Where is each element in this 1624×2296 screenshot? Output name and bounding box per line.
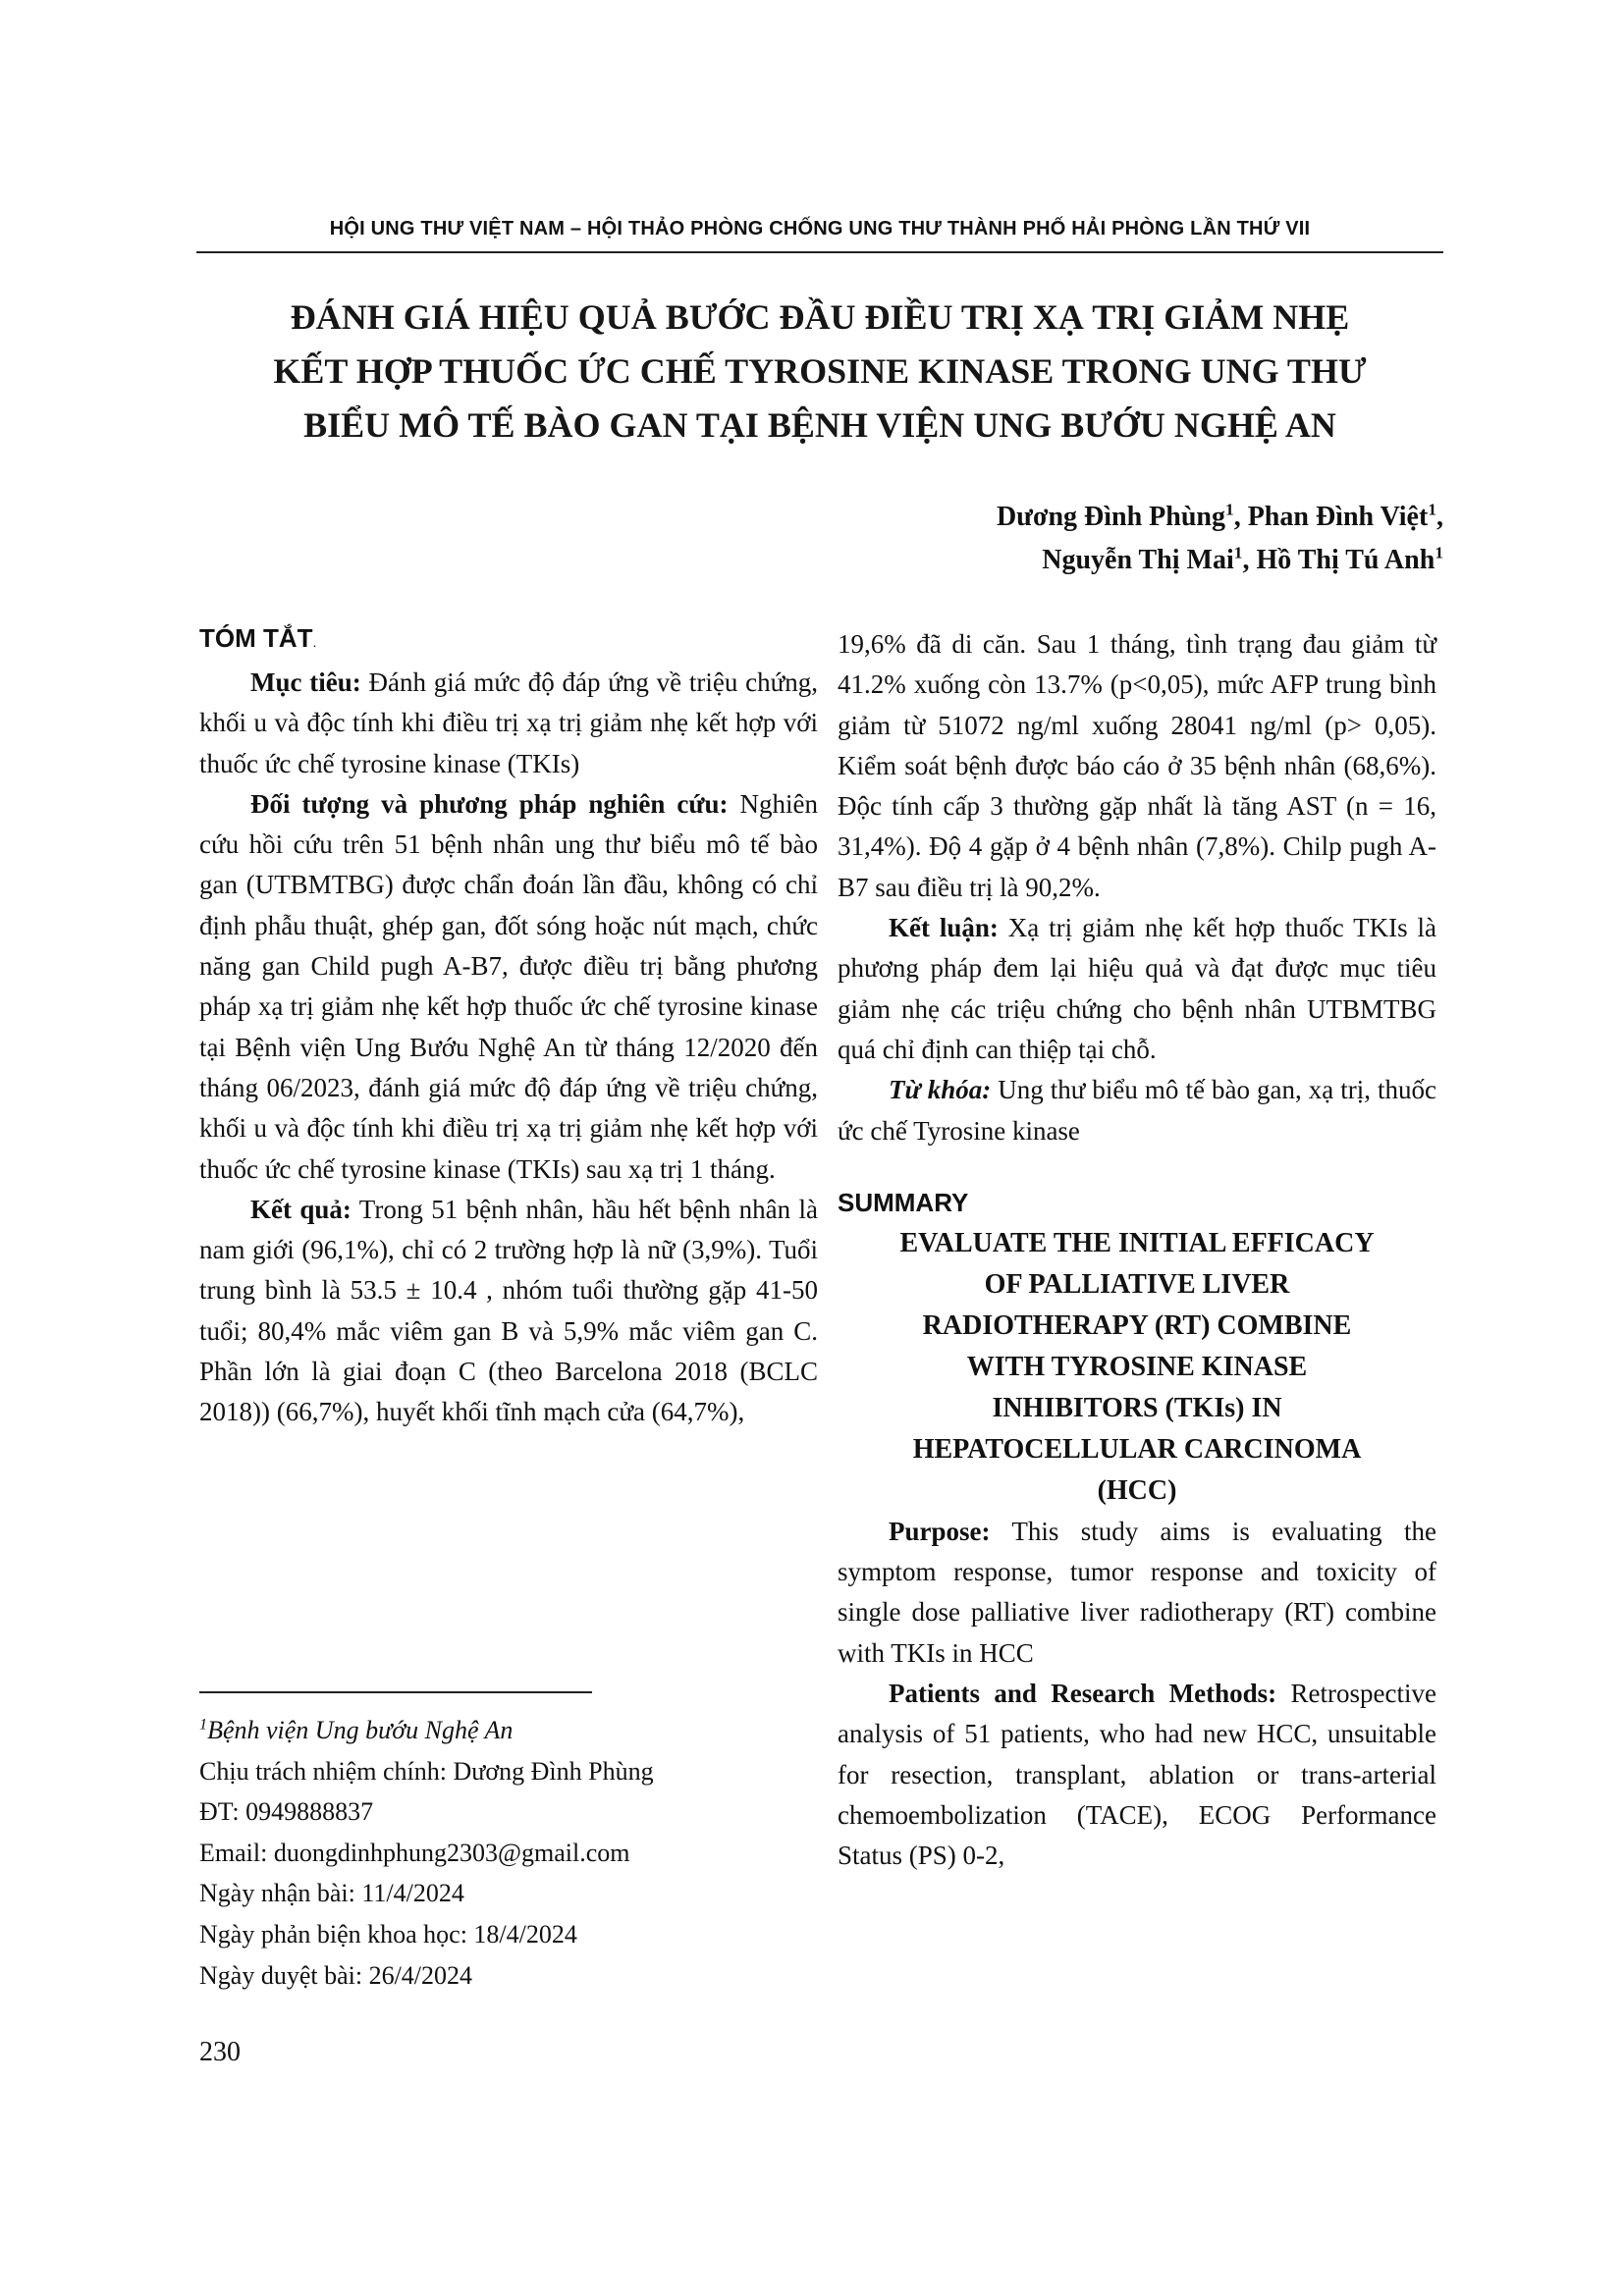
methods-label: Đối tượng và phương pháp nghiên cứu: [250,788,729,819]
author-list [756,496,1443,582]
objective-paragraph [199,663,818,784]
author-separator: , [1233,502,1248,532]
summary-title-line: RADIOTHERAPY (RT) COMBINE [922,1309,1352,1341]
running-header: HỘI UNG THƯ VIỆT NAM – HỘI THẢO PHÒNG CHỐNG UNG THƯ THÀNH PHỐ HẢI PHÒNG LẦN THỨ VII [329,218,1311,240]
phone-number: ĐT: 0949888837 [199,1797,374,1827]
affiliation-footnote: $^1$Bệnh viện Ung bướu Nghệ An [199,1716,514,1744]
title-line-3: BIỂU MÔ TẾ BÀO GAN TẠI BỆNH VIỆN UNG BƯỚU NGHỆ AN [303,405,1336,445]
received-date: Ngày nhận bài: 11/4/2024 [199,1879,464,1908]
summary-title-line: HEPATOCELLULAR CARCINOMA [912,1433,1362,1465]
objective-label: Mục tiêu: [250,667,361,697]
author-affiliation-mark: 1 [1225,500,1234,519]
page-number: 230 [199,2037,241,2067]
right-column [838,624,1436,1877]
title-line-2: KẾT HỢP THUỐC ỨC CHẾ TYROSINE KINASE TRONG UNG THƯ [273,351,1367,391]
patients-methods-label: Patients and Research Methods: [889,1679,1277,1709]
results-text: Trong 51 bệnh nhân, hầu hết bệnh nhân là nam giới (96,1%), chỉ có 2 trường hợp là nữ (3,9%). Tuổi trung bình là 53.5 ± 10.4 , nhóm tuổi thường gặp 41-50 tuổi; 80,4% mắc viêm gan B và 5,9% mắc viêm gan C. Phần lớn là giai đoạn C (theo Barcelona 2018 (BCLC 2018)) (66,7%), huyết khối tĩnh mạch cửa (64,7%), [199,1194,819,1427]
footnote-rule [199,1691,592,1693]
purpose-paragraph [838,1512,1436,1674]
conclusion-text: Xạ trị giảm nhẹ kết hợp thuốc TKIs là phương pháp đem lại hiệu quả và đạt được mục tiêu giảm nhẹ các triệu chứng cho bệnh nhân UTBMTBG quá chỉ định can thiệp tại chỗ. [838,913,1436,1064]
header-rule [196,251,1443,253]
summary-title-line: OF PALLIATIVE LIVER [984,1268,1290,1300]
patients-methods-text: Retrospective analysis of 51 patients, who had new HCC, unsuitable for resection, transplant, ablation or trans-arterial chemoembolization (TACE), ECOG Performance Status (PS) 0-2, [838,1679,1436,1871]
left-column [199,618,818,1433]
author-line-2 [756,539,1443,582]
footnotes [199,1710,818,1996]
author-name: Nguyễn Thị Mai [1042,545,1234,575]
results-paragraph [199,1190,818,1433]
author-name: Hồ Thị Tú Anh [1256,545,1435,575]
purpose-label: Purpose: [889,1516,991,1546]
author-separator: , [1242,545,1257,575]
objective-text: Đánh giá mức độ đáp ứng về triệu chứng, khối u và độc tính khi điều trị xạ trị giảm nhẹ kết hợp với thuốc ức chế tyrosine kinase (TKIs) [199,667,818,778]
summary-title-line: EVALUATE THE INITIAL EFFICACY [899,1227,1375,1258]
affiliation-mark: 1 [199,1716,208,1734]
results-continued-paragraph: 19,6% đã di căn. Sau 1 tháng, tình trạng đau giảm từ 41.2% xuống còn 13.7% (p<0,05), mức AFP trung bình giảm từ 51072 ng/ml xuống 28041 ng/ml (p> 0,05). Kiểm soát bệnh được báo cáo ở 35 bệnh nhân (68,6%). Độc tính cấp 3 thường gặp nhất là tăng AST (n = 16, 31,4%). Độ 4 gặp ở 4 bệnh nhân (7,8%). Chilp pugh A-B7 sau điều trị là 90,2%. [838,629,1436,902]
author-affiliation-mark: 1 [1435,543,1443,562]
keywords-text: Ung thư biểu mô tế bào gan, xạ trị, thuốc ức chế Tyrosine kinase [838,1075,1436,1146]
author-name: Phan Đình Việt [1247,502,1429,532]
title-line-1: ĐÁNH GIÁ HIỆU QUẢ BƯỚC ĐẦU ĐIỀU TRỊ XẠ TRỊ GIẢM NHẸ [290,297,1350,337]
abstract-heading: TÓM TẮT. [199,623,317,653]
summary-title [838,1223,1436,1512]
keywords-label: Từ khóa: [889,1075,992,1105]
accepted-date: Ngày duyệt bài: 26/4/2024 [199,1960,473,1990]
summary-title-line: INHIBITORS (TKIs) IN [992,1392,1282,1423]
author-name: Dương Đình Phùng [996,502,1226,532]
corresponding-author: Chịu trách nhiệm chính: Dương Đình Phùng [199,1756,654,1786]
methods-paragraph [199,784,818,1190]
purpose-text: This study aims is evaluating the symptom response, tumor response and toxicity of single dose palliative liver radiotherapy (RT) combine with TKIs in HCC [838,1516,1436,1668]
author-affiliation-mark: 1 [1233,543,1243,562]
author-separator: , [1436,502,1443,532]
conclusion-label: Kết luận: [889,913,999,943]
keywords-paragraph [838,1070,1436,1151]
author-line-1 [756,496,1443,539]
results-label: Kết quả: [250,1194,352,1224]
summary-heading: SUMMARY [838,1187,969,1217]
article-title [196,291,1443,453]
email-address: Email: duongdinhphung2303@gmail.com [199,1838,630,1867]
section-gap [838,1151,1436,1183]
summary-title-line: WITH TYROSINE KINASE [966,1351,1308,1382]
review-date: Ngày phản biện khoa học: 18/4/2024 [199,1919,577,1949]
author-affiliation-mark: 1 [1428,500,1436,519]
patients-methods-paragraph [838,1674,1436,1876]
conclusion-paragraph [838,908,1436,1070]
methods-text: Nghiên cứu hồi cứu trên 51 bệnh nhân ung thư biểu mô tế bào gan (UTBMTBG) được chẩn đoán lần đầu, không có chỉ định phẫu thuật, ghép gan, đốt sóng hoặc nút mạch, chức năng gan Child pugh A-B7, được điều trị bằng phương pháp xạ trị giảm nhẹ kết hợp thuốc ức chế tyrosine kinase tại Bệnh viện Ung Bướu Nghệ An từ tháng 12/2020 đến tháng 06/2023, đánh giá mức độ đáp ứng về triệu chứng, khối u và độc tính khi điều trị xạ trị giảm nhẹ kết hợp với thuốc ức chế tyrosine kinase (TKIs) sau xạ trị 1 tháng. [199,788,818,1184]
summary-title-line: (HCC) [1097,1474,1177,1506]
